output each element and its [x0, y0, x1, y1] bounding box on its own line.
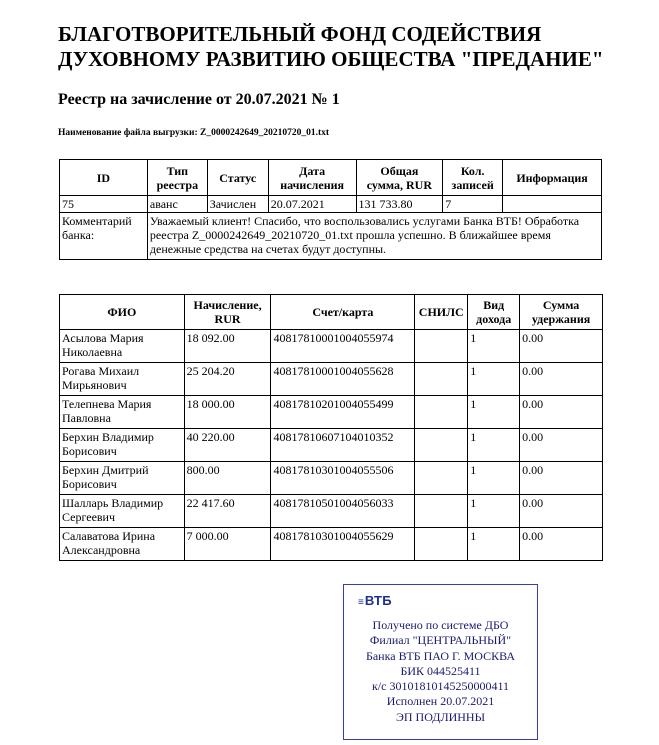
bank-comment-text: Уважаемый клиент! Спасибо, что воспользовались услугами Банка ВТБ! Обработка реестра Z_0000242649_20210720_01.txt прошла успешно. В ближайшее время денежные средства на счетах будут доступны. [147, 213, 601, 260]
row-account: 40817810301004055506 [271, 462, 415, 495]
header-register-type [147, 160, 207, 196]
payments-table [59, 294, 603, 561]
row-account: 40817810607104010352 [271, 429, 415, 462]
header-total-sum-line-2: сумма, RUR [366, 177, 433, 192]
row-accrual: 800.00 [184, 462, 271, 495]
row-account: 40817810501004056033 [271, 495, 415, 528]
register-total-sum: 131 733.80 [356, 196, 443, 213]
row-deduction: 0.00 [520, 528, 603, 561]
row-income-type: 1 [468, 396, 520, 429]
row-accrual: 18 000.00 [184, 396, 271, 429]
stamp-text [344, 618, 537, 725]
row-income-type: 1 [468, 495, 520, 528]
row-deduction: 0.00 [520, 330, 603, 363]
row-accrual: 7 000.00 [184, 528, 271, 561]
organization-title [58, 22, 638, 72]
header-accrual-date-line-1: Дата [299, 163, 326, 178]
register-data-row [60, 196, 602, 213]
row-snils [415, 429, 468, 462]
register-type: аванс [147, 196, 207, 213]
row-deduction: 0.00 [520, 429, 603, 462]
header-accrual [184, 295, 271, 330]
row-deduction: 0.00 [520, 363, 603, 396]
table-row [60, 462, 603, 495]
row-account: 40817810001004055628 [271, 363, 415, 396]
header-information: Информация [503, 160, 602, 196]
row-deduction: 0.00 [520, 396, 603, 429]
header-status: Статус [207, 160, 268, 196]
row-income-type: 1 [468, 330, 520, 363]
row-accrual: 40 220.00 [184, 429, 271, 462]
organization-title-line-2: ДУХОВНОМУ РАЗВИТИЮ ОБЩЕСТВА "ПРЕДАНИЕ" [58, 47, 604, 71]
register-summary-table [59, 159, 602, 260]
row-account: 40817810301004055629 [271, 528, 415, 561]
register-header-row [60, 160, 602, 196]
header-id: ID [60, 160, 148, 196]
register-title: Реестр на зачисление от 20.07.2021 № 1 [58, 91, 340, 108]
header-income-type [468, 295, 520, 330]
stamp-line-received: Получено по системе ДБО [372, 618, 509, 632]
header-record-count [443, 160, 503, 196]
row-deduction: 0.00 [520, 495, 603, 528]
header-record-count-line-2: записей [451, 177, 494, 192]
stamp-line-branch: Филиал "ЦЕНТРАЛЬНЫЙ" [369, 633, 512, 648]
register-date: 20.07.2021 [268, 196, 356, 213]
vtb-logo [358, 593, 392, 608]
row-snils [415, 495, 468, 528]
header-snils: СНИЛС [415, 295, 468, 330]
table-row [60, 429, 603, 462]
row-snils [415, 528, 468, 561]
header-accrual-line-1: Начисление, [193, 298, 262, 312]
header-total-sum [356, 160, 443, 196]
header-record-count-line-1: Кол. [460, 163, 485, 178]
row-full-name: Берхин Владимир Борисович [60, 429, 185, 462]
row-account: 40817810001004055974 [271, 330, 415, 363]
register-information [503, 196, 602, 213]
header-accrual-line-2: RUR [214, 312, 241, 326]
row-snils [415, 330, 468, 363]
header-register-type-line-2: реестра [156, 177, 199, 192]
row-full-name: Асылова Мария Николаевна [60, 330, 185, 363]
row-snils [415, 462, 468, 495]
header-deduction-line-2: удержания [531, 312, 591, 326]
row-income-type: 1 [468, 363, 520, 396]
row-snils [415, 396, 468, 429]
row-accrual: 22 417.60 [184, 495, 271, 528]
row-snils [415, 363, 468, 396]
header-accrual-date [268, 160, 356, 196]
payments-header-row [60, 295, 603, 330]
table-row [60, 528, 603, 561]
register-record-count: 7 [443, 196, 503, 213]
stamp-line-signature-valid: ЭП ПОДЛИННЫ [395, 709, 486, 724]
row-full-name: Салаватова Ирина Александровна [60, 528, 185, 561]
header-account-card: Счет/карта [271, 295, 415, 330]
header-deduction-line-1: Сумма [542, 298, 580, 312]
row-deduction: 0.00 [520, 462, 603, 495]
row-income-type: 1 [468, 462, 520, 495]
header-total-sum-line-1: Общая [380, 163, 419, 178]
stamp-line-correspondent-account: к/с 30101810145250000411 [371, 679, 510, 694]
row-full-name: Шалларь Владимир Сергеевич [60, 495, 185, 528]
row-full-name: Берхин Дмитрий Борисович [60, 462, 185, 495]
header-accrual-date-line-2: начисления [280, 177, 345, 192]
table-row [60, 330, 603, 363]
stamp-line-bik: БИК 044525411 [400, 663, 481, 678]
vtb-logo-text: ВТБ [364, 593, 392, 608]
bank-comment-row [60, 213, 602, 260]
export-file-name: Наименование файла выгрузки: Z_0000242649_20210720_01.txt [58, 128, 330, 138]
register-status: Зачислен [207, 196, 268, 213]
header-register-type-line-1: Тип [166, 163, 189, 178]
row-accrual: 18 092.00 [184, 330, 271, 363]
header-income-type-line-1: Вид [483, 298, 505, 312]
header-deduction [520, 295, 603, 330]
organization-title-line-1: БЛАГОТВОРИТЕЛЬНЫЙ ФОНД СОДЕЙСТВИЯ [58, 22, 542, 46]
vtb-bars-icon: ≡ [358, 597, 363, 608]
stamp-line-executed: Исполнен 20.07.2021 [386, 694, 495, 709]
row-full-name: Рогава Михаил Мирьянович [60, 363, 185, 396]
row-account: 40817810201004055499 [271, 396, 415, 429]
header-income-type-line-2: дохода [476, 312, 512, 326]
header-full-name: ФИО [60, 295, 185, 330]
row-accrual: 25 204.20 [184, 363, 271, 396]
row-full-name: Телепнева Мария Павловна [60, 396, 185, 429]
bank-stamp [343, 584, 538, 740]
row-income-type: 1 [468, 528, 520, 561]
row-income-type: 1 [468, 429, 520, 462]
stamp-line-bank: Банка ВТБ ПАО Г. МОСКВА [365, 648, 516, 663]
bank-comment-label: Комментарий банка: [60, 213, 148, 260]
table-row [60, 495, 603, 528]
register-id: 75 [60, 196, 148, 213]
table-row [60, 363, 603, 396]
table-row [60, 396, 603, 429]
